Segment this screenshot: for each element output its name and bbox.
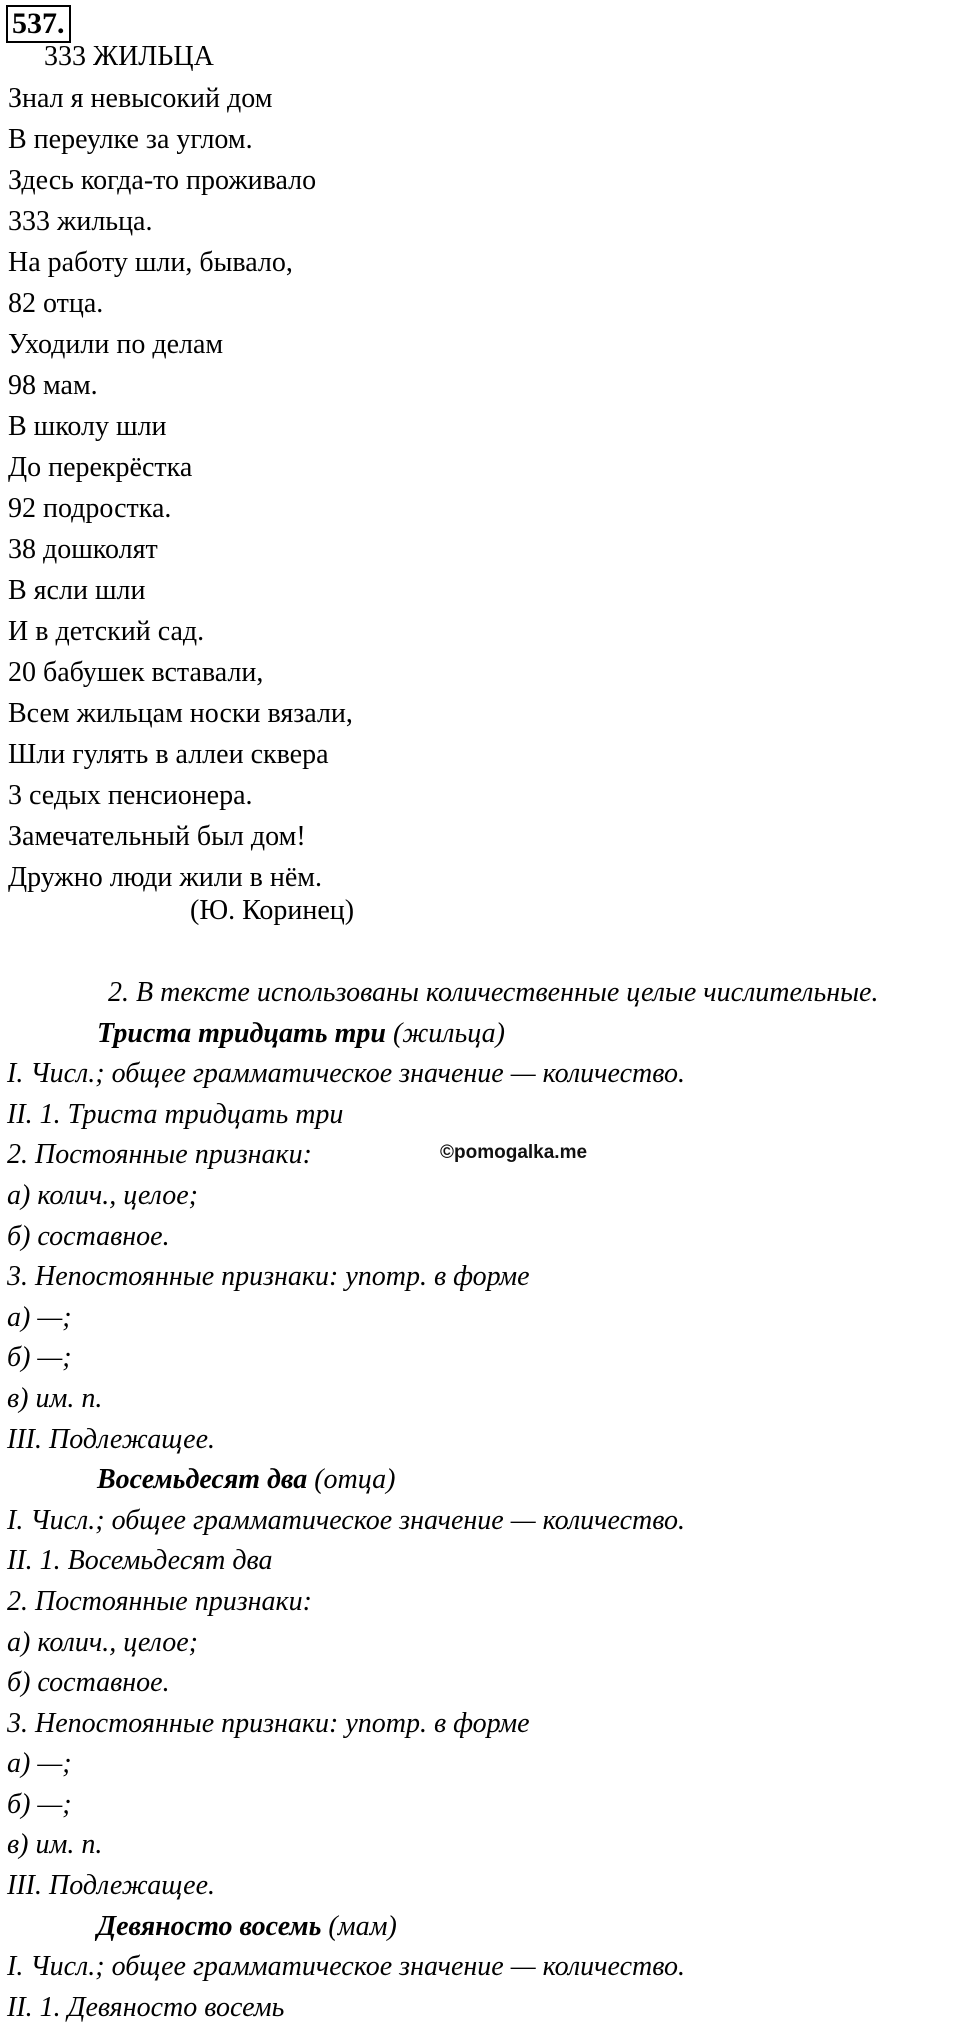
numeral-heading bbox=[0, 1460, 960, 1501]
poem-line: Здесь когда-то проживало bbox=[8, 165, 317, 196]
poem-line: 82 отца. bbox=[8, 288, 104, 319]
analysis-line: б) —; bbox=[7, 1788, 72, 1820]
analysis-line: б) составное. bbox=[7, 1667, 170, 1699]
poem-line: 92 подростка. bbox=[8, 493, 172, 524]
poem-line: До перекрёстка bbox=[8, 452, 193, 483]
analysis-line: III. Подлежащее. bbox=[7, 1870, 215, 1902]
poem-line: Уходили по делам bbox=[8, 329, 224, 360]
watermark: ©pomogalka.me bbox=[440, 1142, 588, 1163]
numeral-word: Восемьдесят два bbox=[97, 1464, 308, 1496]
analysis-line: б) составное. bbox=[7, 1220, 170, 1252]
poem-line: 38 дошколят bbox=[8, 534, 158, 565]
analysis-line: I. Числ.; общее грамматическое значение — количество. bbox=[7, 1058, 686, 1090]
poem-line: Дружно люди жили в нём. bbox=[8, 862, 323, 893]
analysis-line: I. Числ.; общее грамматическое значение — количество. bbox=[7, 1951, 686, 1983]
numeral-word: Девяносто восемь bbox=[97, 1910, 322, 1942]
poem-line: Шли гулять в аллеи сквера bbox=[8, 739, 329, 770]
numeral-heading bbox=[0, 1014, 960, 1055]
poem-author: (Ю. Коринец) bbox=[190, 895, 355, 926]
analysis-line: II. 1. Девяносто восемь bbox=[7, 1991, 285, 2023]
analysis-line: 3. Непостоянные признаки: употр. в форме bbox=[7, 1707, 530, 1739]
analysis-line: I. Числ.; общее грамматическое значение — количество. bbox=[7, 1504, 686, 1536]
poem-body bbox=[8, 78, 353, 898]
analysis-line: II. 1. Триста тридцать три bbox=[7, 1098, 344, 1130]
analysis-line: а) —; bbox=[7, 1748, 72, 1780]
analysis-line: а) колич., целое; bbox=[7, 1179, 198, 1211]
poem-line: Всем жильцам носки вязали, bbox=[8, 698, 353, 729]
poem-line: 98 мам. bbox=[8, 370, 98, 401]
poem-line: В школу шли bbox=[8, 411, 167, 442]
analysis-line: II. 1. Восемьдесят два bbox=[7, 1545, 273, 1577]
analysis-line: III. Подлежащее. bbox=[7, 1423, 215, 1455]
poem-line: 333 жильца. bbox=[8, 206, 153, 237]
poem-line: И в детский сад. bbox=[8, 616, 205, 647]
poem-title: 333 ЖИЛЬЦА bbox=[44, 41, 214, 72]
analysis-line: б) —; bbox=[7, 1342, 72, 1374]
poem-line: Знал я невысокий дом bbox=[8, 83, 273, 114]
analysis-section bbox=[0, 973, 960, 2028]
exercise-number: 537. bbox=[6, 5, 71, 43]
poem-line: 20 бабушек вставали, bbox=[8, 657, 264, 688]
analysis-line: 2. Постоянные признаки: bbox=[7, 1585, 312, 1617]
poem-line: В переулке за углом. bbox=[8, 124, 253, 155]
poem-line: 3 седых пенсионера. bbox=[8, 780, 253, 811]
poem-line: На работу шли, бывало, bbox=[8, 247, 293, 278]
analysis-line: 3. Непостоянные признаки: употр. в форме bbox=[7, 1261, 530, 1293]
numeral-context: (мам) bbox=[328, 1910, 397, 1942]
numeral-heading bbox=[0, 1907, 960, 1948]
analysis-line: в) им. п. bbox=[7, 1829, 103, 1861]
poem-line: Замечательный был дом! bbox=[8, 821, 306, 852]
analysis-line: в) им. п. bbox=[7, 1382, 103, 1414]
poem-line: В ясли шли bbox=[8, 575, 146, 606]
analysis-intro: 2. В тексте использованы количественные целые числительные. bbox=[108, 977, 879, 1008]
analysis-line: а) колич., целое; bbox=[7, 1626, 198, 1658]
numeral-context: (жильца) bbox=[392, 1017, 505, 1049]
numeral-context: (отца) bbox=[314, 1464, 396, 1496]
analysis-line: 2. Постоянные признаки: bbox=[7, 1139, 312, 1171]
numeral-word: Триста тридцать три bbox=[97, 1017, 386, 1049]
analysis-line: а) —; bbox=[7, 1301, 72, 1333]
